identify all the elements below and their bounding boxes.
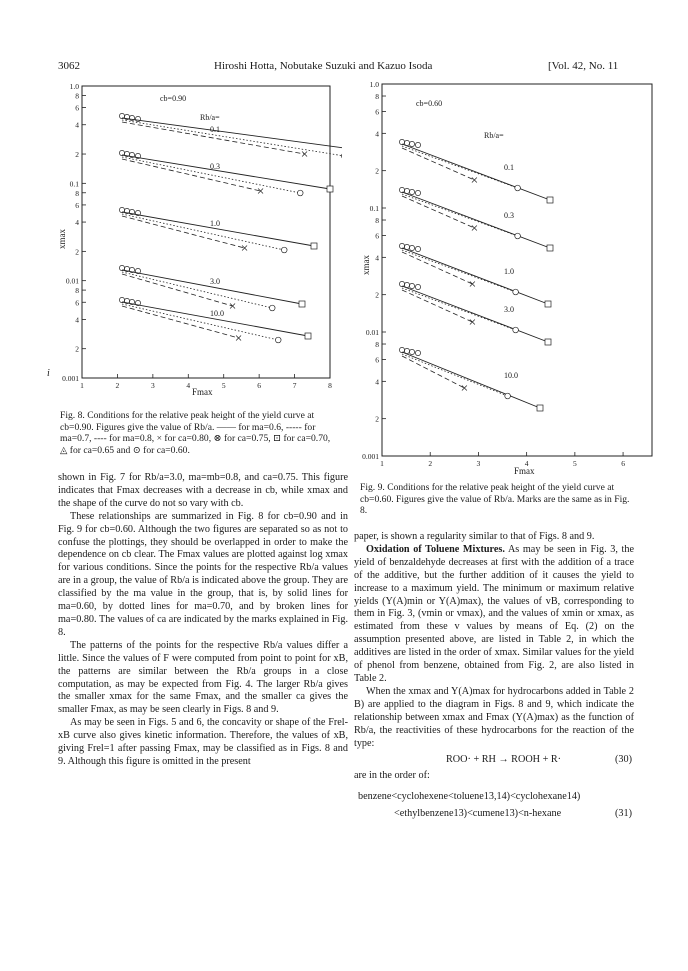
equation-30-number: (30) xyxy=(615,754,632,766)
r-value-label: 0.3 xyxy=(210,162,220,171)
dotted-line xyxy=(122,120,342,156)
point-marker xyxy=(409,189,414,194)
fig9-param: cb=0.60 xyxy=(416,99,443,108)
crossed-circle-marker xyxy=(341,153,342,159)
left-paragraph-2: These relationships are summarized in Fig. 8 for cb=0.90 and in Fig. 9 for cb=0.60. Although the two figures are separated so as not to confuse the plottings, they should be overlapped in order to make the dependence on cb clear. The Fmax values are plotted against log xmax for various conditions. Since the points for the respective Rb/a values are in a group, the value of Rb/a is indicated above the group. They are classified by the ma value in the group, that is, by solid lines for ma=0.60, by dotted lines for ma=0.70, and by broken lines for ma=0.80. The values of ca are indicated by the marks explained in Fig. 8. xyxy=(58,510,348,638)
solid-line xyxy=(402,144,550,200)
fig9-caption: Fig. 9. Conditions for the relative peak height of the yield curve at cb=0.60. Figures give the value of Rb/a. Marks are the same as in Fig. 8. xyxy=(360,482,630,517)
r-value-label: 3.0 xyxy=(504,305,514,314)
square-marker xyxy=(545,301,551,307)
solid-line xyxy=(122,118,342,152)
r-value-label: 10.0 xyxy=(504,371,518,380)
r-value-label: 1.0 xyxy=(210,219,220,228)
y-tick-label: 2 xyxy=(75,247,79,257)
y-tick-label: 0.1 xyxy=(369,204,379,213)
y-tick-label: 2 xyxy=(75,344,79,354)
equation-31 xyxy=(354,808,634,824)
x-tick-label: 1 xyxy=(80,381,84,390)
r-value-label: 0.3 xyxy=(504,211,514,220)
right-column xyxy=(354,531,634,824)
fig8-ylabel: xmax xyxy=(57,229,67,249)
x-tick-label: 2 xyxy=(428,459,433,468)
solid-line xyxy=(402,352,540,408)
fig9-ylabel: xmax xyxy=(361,255,371,275)
r-value-label: 0.1 xyxy=(504,163,514,172)
square-marker xyxy=(547,197,553,203)
point-marker xyxy=(399,281,404,286)
page-number: 3062 xyxy=(58,60,80,72)
crossed-circle-marker xyxy=(513,289,519,295)
fig9-xlabel: Fmax xyxy=(514,466,535,476)
point-marker xyxy=(119,207,124,212)
x-tick-label: 7 xyxy=(292,381,297,390)
square-marker xyxy=(547,245,553,251)
dotted-line xyxy=(122,272,272,308)
right-paragraph-4: are in the order of: xyxy=(354,770,430,782)
crossed-circle-marker xyxy=(513,327,519,333)
x-tick-label: 1 xyxy=(380,459,384,468)
square-marker xyxy=(537,405,543,411)
y-tick-label: 4 xyxy=(375,253,379,263)
point-marker xyxy=(119,265,124,270)
equation-31-line-1: benzene<cyclohexene<toluene13,14)<cyclohexane14) xyxy=(358,791,581,803)
side-mark: i xyxy=(47,368,50,379)
left-column xyxy=(58,472,348,769)
solid-line xyxy=(402,248,548,304)
left-paragraph-3: The patterns of the points for the respective Rb/a values differ a little. Since the values of F were computed from point to point for xB, the patterns are similar between the Rb/a groups in a close computation, as may be expected from Fig. 4. The larger Rb/a gives the smaller xmax for the same Fmax, and the smaller ca gives the smaller Fmax, as may be seen clearly in Figs. 8 and 9. xyxy=(58,639,348,716)
r-value-label: 0.1 xyxy=(210,125,220,134)
point-marker xyxy=(409,349,414,354)
crossed-circle-marker xyxy=(505,393,511,399)
x-marker xyxy=(242,246,247,251)
square-marker xyxy=(327,186,333,192)
y-tick-label: 4 xyxy=(375,129,379,139)
x-tick-label: 4 xyxy=(524,459,529,468)
point-marker xyxy=(129,115,134,120)
section-title: Oxidation of Toluene Mixtures. xyxy=(366,543,505,555)
solid-line xyxy=(402,192,550,248)
y-tick-label: 0.01 xyxy=(365,328,379,337)
equation-30-body: ROO· + RH → ROOH + R· xyxy=(446,754,562,766)
y-tick-label: 4 xyxy=(375,377,379,387)
point-marker xyxy=(119,150,124,155)
broken-line xyxy=(402,290,472,322)
y-tick-label: 1.0 xyxy=(369,80,379,89)
y-tick-label: 2 xyxy=(75,150,79,160)
x-marker xyxy=(472,178,477,183)
point-marker xyxy=(399,347,404,352)
solid-line xyxy=(122,270,302,304)
fig8-caption: Fig. 8. Conditions for the relative peak height of the yield curve at cb=0.90. Figures give the value of Rb/a. —— for ma=0.6, ----- for ma=0.7, ---- for ma=0.8, × for ca=0.80, ⊗ for ca=0.75, ⊡ for ca=0.70, ◬ for ca=0.65 and ⊙ for ca=0.60. xyxy=(60,410,331,456)
crossed-circle-marker xyxy=(281,247,287,253)
y-tick-label: 0.001 xyxy=(362,452,379,461)
dotted-line xyxy=(402,250,516,292)
point-marker xyxy=(415,246,420,251)
x-marker xyxy=(236,336,241,341)
right-paragraph-1: paper, is shown a regularity similar to that of Figs. 8 and 9. xyxy=(354,531,595,542)
x-tick-label: 8 xyxy=(328,381,332,390)
crossed-circle-marker xyxy=(515,233,521,239)
crossed-circle-marker xyxy=(297,190,303,196)
y-tick-label: 1.0 xyxy=(69,82,79,91)
square-marker xyxy=(311,243,317,249)
y-tick-label: 0.01 xyxy=(65,276,79,286)
dotted-line xyxy=(122,214,284,250)
x-marker xyxy=(470,282,475,287)
x-marker xyxy=(470,320,475,325)
equation-31-number: (31) xyxy=(615,808,632,820)
point-marker xyxy=(119,113,124,118)
y-tick-label: 4 xyxy=(75,120,79,130)
y-tick-label: 8 xyxy=(375,92,379,102)
point-marker xyxy=(119,297,124,302)
x-marker xyxy=(462,386,467,391)
left-paragraph-4: As may be seen in Figs. 5 and 6, the concavity or shape of the Frel-xB curve also gives kinetic information. Therefore, the values of xB, giving Frel=1 after passing Fmax, may be classified as in Figs. 8 and 9. Although this figure is omitted in the present xyxy=(58,717,348,767)
y-tick-label: 2 xyxy=(375,414,379,424)
y-tick-label: 0.001 xyxy=(62,374,79,383)
point-marker xyxy=(409,141,414,146)
y-tick-label: 6 xyxy=(75,103,79,113)
y-tick-label: 6 xyxy=(75,200,79,210)
crossed-circle-marker xyxy=(275,337,281,343)
x-tick-label: 2 xyxy=(115,381,120,390)
y-tick-label: 0.1 xyxy=(69,179,79,189)
right-paragraph-3: When the xmax and Y(A)max for hydrocarbons added in Table 2 B) are applied to the diagram in Figs. 8 and 9, which indicate the relationship between xmax and Fmax (Y(A)max) as the function of Rb/a, the reactivities of these hydrocarbons for the reaction of the type: xyxy=(354,685,634,749)
point-marker xyxy=(409,245,414,250)
point-marker xyxy=(415,284,420,289)
y-tick-label: 4 xyxy=(75,218,79,228)
y-tick-label: 8 xyxy=(375,216,379,226)
point-marker xyxy=(399,139,404,144)
broken-line xyxy=(402,252,472,284)
x-tick-label: 6 xyxy=(621,459,625,468)
square-marker xyxy=(305,333,311,339)
y-tick-label: 6 xyxy=(375,231,379,241)
y-tick-label: 8 xyxy=(75,188,79,198)
x-tick-label: 6 xyxy=(257,381,262,390)
x-tick-label: 4 xyxy=(186,381,191,390)
x-tick-label: 5 xyxy=(221,381,226,390)
fig9-r-label: Rb/a= xyxy=(484,131,504,140)
point-marker xyxy=(404,140,409,145)
broken-line xyxy=(402,196,474,228)
x-tick-label: 3 xyxy=(476,459,481,468)
left-paragraph-1: shown in Fig. 7 for Rb/a=3.0, ma=mb=0.8, and ca=0.75. This figure indicates that Fmax decreases with a decrease in cb, while xmax and the shape of the curve do not so vary with cb. xyxy=(58,472,348,509)
dotted-line xyxy=(402,288,516,330)
y-tick-label: 8 xyxy=(75,286,79,296)
point-marker xyxy=(399,187,404,192)
broken-line xyxy=(122,216,245,248)
y-tick-label: 2 xyxy=(375,290,379,300)
equation-31-line-2: <ethylbenzene13)<cumene13)<n-hexane xyxy=(394,808,562,820)
dotted-line xyxy=(402,354,508,396)
point-marker xyxy=(135,116,140,121)
figure-8 xyxy=(52,80,342,400)
dotted-line xyxy=(402,146,518,188)
r-value-label: 1.0 xyxy=(504,267,514,276)
equation-30 xyxy=(354,750,634,770)
point-marker xyxy=(404,348,409,353)
crossed-circle-marker xyxy=(269,305,275,311)
y-tick-label: 6 xyxy=(375,107,379,117)
r-value-label: 3.0 xyxy=(210,277,220,286)
broken-line xyxy=(402,356,464,388)
x-marker xyxy=(230,304,235,309)
right-paragraph-2: As may be seen in Fig. 3, the yield of benzaldehyde decreases at first with the addition of a trace of the additive, but the further addition of it causes the yield to increase to a maximum yield. The minimum or maximum relative yields (Y(A)min or Y(A)max), the values of vB, corresponding to them in Fig. 3, (vmin or vmax), and the values of xmin or xmax, as estimated from these v values by means of Eq. (2) on the assumption presented above, are listed in Table 2, in which the additives are listed in the order of xmax. Similar values for the yield of phenol from benzene, obtained from Fig. 2, are also listed in Table 2. xyxy=(354,543,634,684)
broken-line xyxy=(402,148,474,180)
point-marker xyxy=(399,243,404,248)
square-marker xyxy=(545,339,551,345)
y-tick-label: 6 xyxy=(75,298,79,308)
y-tick-label: 8 xyxy=(375,340,379,350)
crossed-circle-marker xyxy=(515,185,521,191)
point-marker xyxy=(415,350,420,355)
point-marker xyxy=(404,188,409,193)
point-marker xyxy=(415,142,420,147)
solid-line xyxy=(402,286,548,342)
x-marker xyxy=(302,152,307,157)
x-marker xyxy=(472,226,477,231)
x-tick-label: 3 xyxy=(150,381,155,390)
figure-9 xyxy=(356,76,656,476)
dotted-line xyxy=(402,194,518,236)
solid-line xyxy=(122,155,330,189)
r-value-label: 10.0 xyxy=(210,309,224,318)
running-authors: Hiroshi Hotta, Nobutake Suzuki and Kazuo Isoda xyxy=(214,60,433,72)
fig8-xlabel: Fmax xyxy=(192,387,213,397)
journal-volume: [Vol. 42, No. 11 xyxy=(548,60,619,72)
dotted-line xyxy=(122,304,278,340)
solid-line xyxy=(122,302,308,336)
point-marker xyxy=(409,283,414,288)
y-tick-label: 2 xyxy=(375,166,379,176)
x-tick-label: 5 xyxy=(572,459,577,468)
y-tick-label: 6 xyxy=(375,355,379,365)
point-marker xyxy=(404,282,409,287)
fig8-r-label: Rb/a= xyxy=(200,113,220,122)
fig8-param: cb=0.90 xyxy=(160,94,187,103)
square-marker xyxy=(299,301,305,307)
broken-line xyxy=(122,159,261,191)
y-tick-label: 8 xyxy=(75,91,79,101)
point-marker xyxy=(415,190,420,195)
point-marker xyxy=(404,244,409,249)
y-tick-label: 4 xyxy=(75,315,79,325)
